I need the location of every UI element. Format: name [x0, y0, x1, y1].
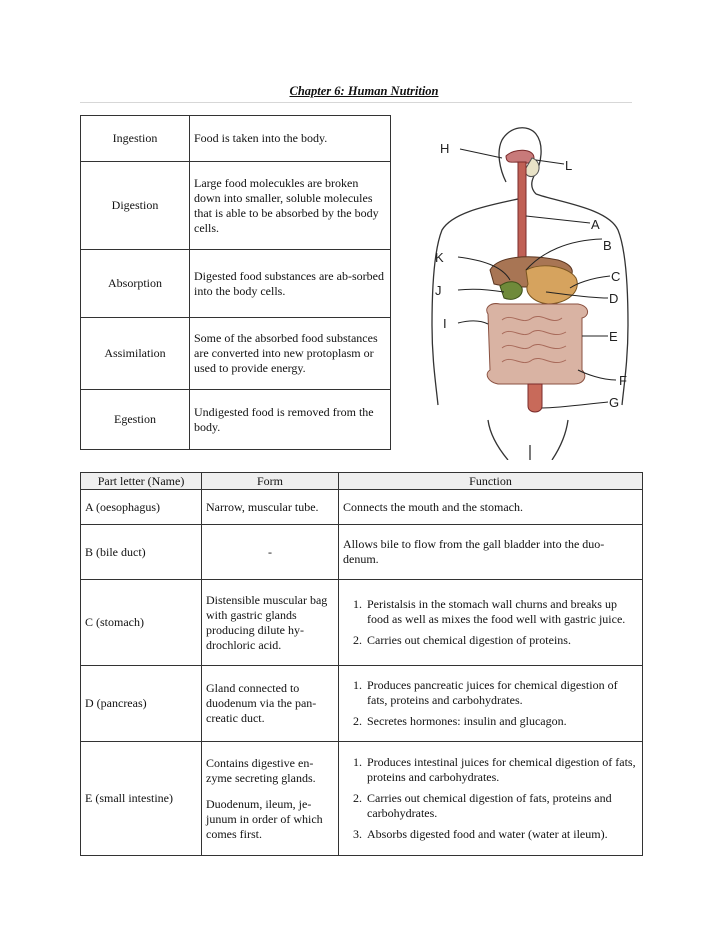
label-f: F	[619, 373, 627, 388]
part-form: -	[202, 525, 339, 580]
label-d: D	[609, 291, 619, 306]
digestive-parts-table	[80, 472, 643, 856]
function-item: 3. Absorbs digested food and water (water at ileum).	[365, 827, 638, 842]
stage-term: Ingestion	[81, 116, 190, 162]
part-name: C (stomach)	[81, 580, 202, 666]
stage-definition: Some of the absorbed food substances are converted into new protoplasm or used to provide energy.	[190, 318, 391, 390]
function-item: 1. Produces intestinal juices for chemical digestion of fats, proteins and carbohydrates.	[365, 755, 638, 785]
intestines	[487, 304, 588, 412]
stage-definition: Large food molecukles are broken down into smaller, soluble molecules that is able to be absorbed by the body cells.	[190, 162, 391, 250]
column-header-part: Part letter (Name)	[81, 473, 202, 490]
stage-row	[81, 162, 391, 250]
label-g: G	[609, 395, 620, 410]
form-line: Contains digestive en-zyme secreting glands.	[206, 755, 316, 785]
part-form	[202, 742, 339, 856]
label-j: J	[435, 283, 442, 298]
table-row	[81, 525, 643, 580]
column-header-form: Form	[202, 473, 339, 490]
label-l: L	[565, 158, 573, 173]
stage-row	[81, 318, 391, 390]
function-item: 2. Carries out chemical digestion of proteins.	[365, 633, 638, 648]
stage-definition: Food is taken into the body.	[190, 116, 391, 162]
part-function: Allows bile to flow from the gall bladder into the duo-denum.	[339, 525, 643, 580]
stage-definition: Digested food substances are ab-sorbed into the body cells.	[190, 250, 391, 318]
stage-term: Absorption	[81, 250, 190, 318]
table-row	[81, 490, 643, 525]
stage-term: Egestion	[81, 390, 190, 450]
stage-row	[81, 390, 391, 450]
title-rule	[80, 102, 632, 103]
part-form: Distensible muscular bag with gastric glands producing dilute hy-drochloric acid.	[202, 580, 339, 666]
part-function-list	[339, 742, 643, 856]
liver-stomach-group	[490, 257, 577, 304]
label-a: A	[591, 217, 600, 232]
oesophagus-tube	[518, 162, 526, 272]
part-form: Gland connected to duodenum via the pan-creatic duct.	[202, 666, 339, 742]
nutrition-stages-table	[80, 115, 391, 450]
page-title: Chapter 6: Human Nutrition	[289, 84, 439, 98]
part-name: A (oesophagus)	[81, 490, 202, 525]
function-item: 2. Secretes hormones: insulin and glucagon.	[365, 714, 638, 729]
part-name: D (pancreas)	[81, 666, 202, 742]
form-line: Duodenum, ileum, je-junum in order of which comes first.	[206, 796, 323, 841]
stage-term: Assimilation	[81, 318, 190, 390]
part-name: B (bile duct)	[81, 525, 202, 580]
part-form: Narrow, muscular tube.	[202, 490, 339, 525]
stage-row	[81, 250, 391, 318]
table-row	[81, 666, 643, 742]
function-item: 1. Produces pancreatic juices for chemical digestion of fats, proteins and carbohydrates.	[365, 678, 638, 708]
part-function-list	[339, 580, 643, 666]
part-function-list	[339, 666, 643, 742]
column-header-function: Function	[339, 473, 643, 490]
label-i: I	[443, 316, 447, 331]
function-item: 1. Peristalsis in the stomach wall churns and breaks up food as well as mixes the food well with gastric juice.	[365, 597, 638, 627]
label-h: H	[440, 141, 450, 156]
label-b: B	[603, 238, 612, 253]
stage-term: Digestion	[81, 162, 190, 250]
label-k: K	[435, 250, 444, 265]
part-name: E (small intestine)	[81, 742, 202, 856]
table-row	[81, 580, 643, 666]
table-header-row	[81, 473, 643, 490]
stage-row	[81, 116, 391, 162]
function-item: 2. Carries out chemical digestion of fats, proteins and carbohydrates.	[365, 791, 638, 821]
table-row	[81, 742, 643, 856]
label-c: C	[611, 269, 621, 284]
part-function: Connects the mouth and the stomach.	[339, 490, 643, 525]
stage-definition: Undigested food is removed from the body.	[190, 390, 391, 450]
digestive-system-diagram	[418, 120, 648, 460]
label-e: E	[609, 329, 618, 344]
